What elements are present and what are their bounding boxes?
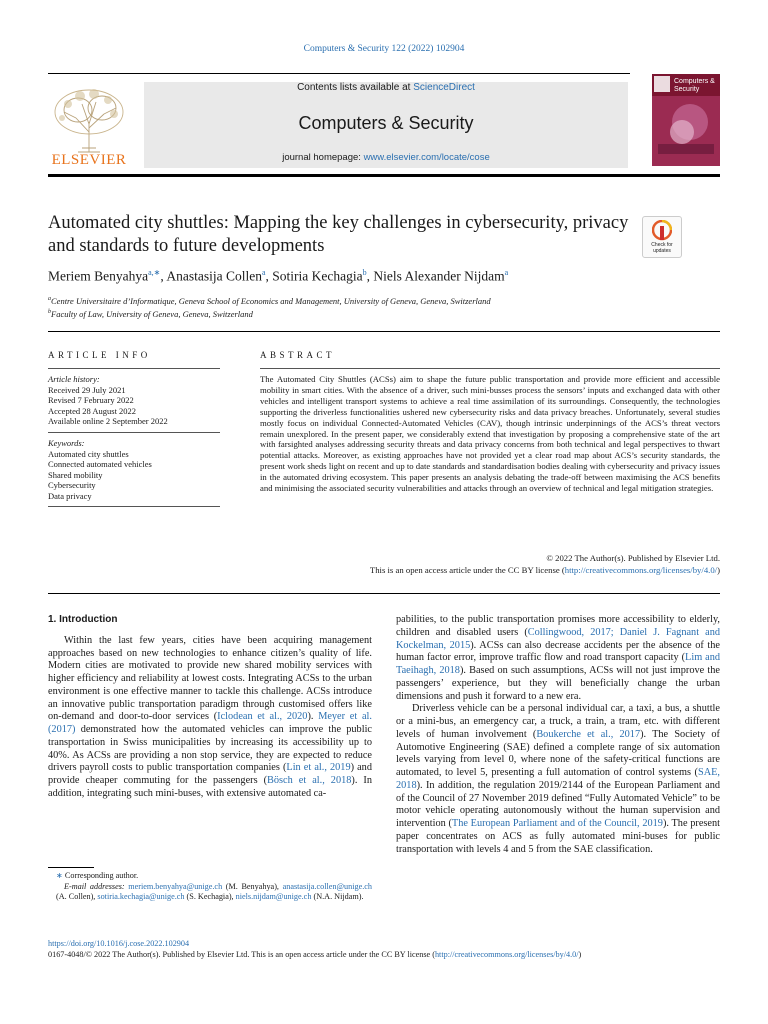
affiliation-text: Centre Universitaire d’Informatique, Geneva School of Economics and Management, University of Geneva, Geneva, Switzerland [51, 295, 491, 306]
paragraph-text: ) and provide cheaper commuting for the passengers ( [48, 762, 372, 786]
homepage-prefix: journal homepage: [282, 152, 364, 163]
paragraph-text: ). The Society of Automotive Engineering (SAE) defined a complete range of six automation levels varying from level 0, where none of the safety-critical functions are automated, to level 5, presenting a full automation of control systems ( [396, 728, 720, 778]
citation-link[interactable]: The European Parliament and of the Council, 2019 [451, 818, 663, 829]
author-separator: , [160, 268, 167, 284]
abstract-rule [260, 368, 720, 369]
paragraph-text: ). ACSs can also decrease accidents per the absence of the human factor error, improve traffic flow and road transport capacity ( [396, 639, 720, 664]
affiliation-text: Faculty of Law, University of Geneva, Geneva, Switzerland [51, 308, 253, 319]
affiliation-line [48, 307, 728, 320]
citation-link[interactable]: Lim and Taeihagh, 2018 [396, 652, 720, 676]
contents-prefix: Contents lists available at [297, 82, 414, 93]
body-paragraph [48, 635, 372, 801]
keywords-label: Keywords: [48, 438, 85, 448]
keyword-item: Connected automated vehicles [48, 459, 152, 470]
author-affiliation-mark[interactable]: a,∗ [148, 268, 161, 277]
license-line [260, 564, 720, 576]
homepage-link[interactable]: www.elsevier.com/locate/cose [363, 152, 490, 163]
keyword-item: Cybersecurity [48, 480, 96, 491]
author-separator: , [366, 268, 374, 284]
email-owner: (M. Benyahya), [222, 881, 283, 891]
email-owner: (N.A. Nijdam). [311, 892, 364, 901]
info-rule [48, 432, 220, 433]
paragraph-text: ). In addition, integrating such mini-buses, with extensive automated ca- [48, 775, 372, 799]
email-link[interactable]: anastasija.collen@unige.ch [282, 881, 372, 891]
citation-link[interactable]: Lin et al., 2019 [286, 762, 351, 774]
corresponding-text: Corresponding author. [64, 871, 139, 880]
affiliation-mark: a [48, 296, 51, 302]
citation-link[interactable]: Meyer et al. (2017) [48, 711, 372, 735]
article-title: Automated city shuttles: Mapping the key challenges in cybersecurity, privacy and standards to future developments [48, 213, 629, 256]
footnote-rule [48, 867, 94, 868]
keyword-item: Data privacy [48, 490, 92, 501]
author-name: Sotiria Kechagia [272, 268, 363, 284]
history-item: Revised 7 February 2022 [48, 395, 134, 406]
crossmark-icon [652, 220, 672, 242]
citation-link[interactable]: Collingwood, 2017; Daniel J. Fagnant and Kockelman, 2015 [396, 626, 720, 651]
publisher-wordmark: ELSEVIER [51, 152, 127, 168]
crossmark-label: Check for updates [651, 242, 673, 254]
footnote-mark: ∗ [56, 871, 63, 880]
affiliation-rule [48, 331, 720, 332]
paragraph-text: ). Based on such assumptions, ACSs will not just improve the passengers’ experience, but they will beneficially change the urban dimensions and push it forward to a new era. [396, 665, 720, 702]
header-rule [48, 73, 630, 74]
affiliation-mark: b [48, 308, 51, 315]
history-list [48, 385, 220, 427]
paragraph-text: Within the last few years, cities have been acquiring management approaches based on new technologies to enhance citizen’s quality of life. Modern cities are motivated to provide new shared mobility services with higher efficiency and reliability at lowest costs. Integrating ACSs to the urban environment is one effective manner to tackle this challenge. ACSs introduce an innovative public transportation paradigm through customised offers like on-demand and door-to-door services ( [48, 634, 372, 723]
email-label: E-mail addresses: [64, 881, 129, 891]
license-suffix: ) [717, 565, 720, 575]
elsevier-logo [48, 82, 130, 170]
paragraph-text: demonstrated how the automated vehicles can improve the public transportation in Swiss municipalities by increasing its accessibility up to 40%. As ACSs are providing a non stop service, they are expected to reduce drivers payroll costs to public transportation companies ( [48, 724, 372, 774]
keyword-item: Shared mobility [48, 469, 103, 480]
corresponding-note [48, 871, 372, 882]
affiliations [48, 294, 728, 320]
paragraph-text: ). The present paper concentrates on ACS as fully automated mini-buses for public transportation with levels 4 and 5 from the SAE classification. [396, 818, 720, 855]
journal-cover-image[interactable] [652, 74, 720, 166]
footer-license [48, 950, 728, 959]
email-owner: (S. Kechagia), [184, 892, 236, 901]
article-history [48, 374, 220, 427]
cover-logo-icon [654, 76, 670, 92]
email-link[interactable]: niels.nijdam@unige.ch [235, 892, 312, 901]
keyword-list [48, 449, 220, 502]
author-name: Anastasija Collen [166, 268, 262, 284]
section-heading: 1. Introduction [48, 614, 118, 625]
history-label: Article history: [48, 374, 100, 384]
paragraph-text: ). In addition, the regulation 2019/2144 of the European Parliament and of the Council of 27 November 2019 defined “Fully Automated Vehicle” to be motor vehicle operating autonomously without the human supervision and intervention ( [396, 779, 720, 829]
license-prefix: This is an open access article under the CC BY license ( [369, 565, 565, 575]
article-info-heading: ARTICLE INFO [48, 350, 151, 360]
body-paragraph [396, 703, 720, 856]
check-for-updates-badge[interactable] [642, 216, 682, 258]
history-item: Received 29 July 2021 [48, 384, 126, 395]
affiliation-line [48, 294, 728, 307]
email-link[interactable]: meriem.benyahya@unige.ch [128, 881, 223, 891]
header-thick-rule [48, 174, 720, 177]
history-item: Accepted 28 August 2022 [48, 405, 137, 416]
citation-link[interactable]: SAE, 2018 [396, 767, 720, 791]
cover-art-icon [652, 96, 720, 166]
footnote [48, 871, 372, 903]
paragraph-text: Driverless vehicle can be a personal individual car, a taxi, a bus, a shuttle or a mini-bus, an emergency car, a truck, a train, a tram, etc. with different levels of human involvement ( [396, 703, 720, 740]
abstract-text: The Automated City Shuttles (ACSs) aim to shape the future public transportation and provide more efficient and accessible mobility in smart cities. With the absence of a driver, such mini-busses process the sensors’ inputs and exchanged data with other vehicles and intelligent transport systems to achieve a real time assimilation of its surroundings. Consequently, the technologies supporting the driverless functionalities ushered new cybersecurity risks and data privacy breaches. Unfortunately, several studies mostly focus on individual Connected-Automated Vehicles (CAV), though intrinsic underpinnings of the ACS’s threat vectors remain unexplored. In the present paper, we considerably extend that investigation by proposing a comprehensive state of the art with farsighted analyses addressing security threats and data privacy concerns from both technical and legal perspectives to thwart potential attacks. Moreover, as existing approaches have not provided yet a clear road map about ACS’s security standards, the present work sheds light on recent and up to date standards and standardisation bodies dealing with cybersecurity and privacy issues in the automated driving ecosystem. This paper presents an analysis debating the trade-off between maximising the ACS benefits and minimising the associated security vulnerabilities and attacks through an overview of technical and legal mitigation strategies. [260, 374, 720, 494]
info-rule [48, 368, 220, 369]
copyright-line: © 2022 The Author(s). Published by Elsevier Ltd. [546, 553, 720, 563]
footer-license-link[interactable]: http://creativecommons.org/licenses/by/4.0/ [434, 950, 579, 959]
citation-link[interactable]: Bösch et al., 2018 [267, 775, 352, 786]
cover-title: Computers & Security [674, 78, 715, 93]
contents-line [144, 82, 628, 93]
abstract-bottom-rule [48, 593, 720, 594]
email-owner: (A. Collen), [56, 892, 98, 901]
license-link[interactable]: http://creativecommons.org/licenses/by/4.0/ [564, 565, 718, 575]
email-addresses [48, 882, 372, 903]
author-affiliation-mark[interactable]: a [261, 268, 266, 277]
body-left-column [48, 614, 372, 801]
citation-link[interactable]: Iclodean et al., 2020 [217, 711, 308, 723]
email-link[interactable]: sotiria.kechagia@unige.ch [97, 892, 185, 901]
author-affiliation-mark[interactable]: b [362, 268, 367, 277]
doi-link[interactable]: https://doi.org/10.1016/j.cose.2022.102904 [48, 939, 190, 948]
body-right-column [396, 614, 720, 856]
keyword-item: Automated city shuttles [48, 448, 129, 459]
history-item: Available online 2 September 2022 [48, 416, 168, 427]
paragraph-text: ). [307, 711, 319, 723]
info-rule [48, 506, 220, 507]
citation-link[interactable]: Boukerche et al., 2017 [536, 728, 641, 740]
journal-reference[interactable]: Computers & Security 122 (2022) 102904 [303, 44, 465, 54]
author-affiliation-mark[interactable]: a [504, 268, 509, 277]
journal-title: Computers & Security [298, 113, 474, 133]
body-paragraph [396, 614, 720, 703]
author-name: Niels Alexander Nijdam [373, 268, 505, 284]
keywords [48, 438, 220, 502]
paragraph-text: pabilities, to the public transportation promises more accessibility to elderly, children and disabled users ( [396, 614, 720, 638]
sciencedirect-link[interactable]: ScienceDirect [413, 82, 475, 93]
author-separator: , [265, 268, 273, 284]
abstract-copyright [260, 552, 720, 576]
author-name: Meriem Benyahya [48, 268, 149, 284]
issn-text: 0167-4048/© 2022 The Author(s). Published by Elsevier Ltd. This is an open access article under the CC BY license ( [48, 950, 435, 959]
author-list [48, 268, 708, 285]
footer-license-suffix: ) [578, 950, 582, 959]
abstract-heading: ABSTRACT [260, 350, 336, 360]
homepage-line [144, 152, 628, 163]
